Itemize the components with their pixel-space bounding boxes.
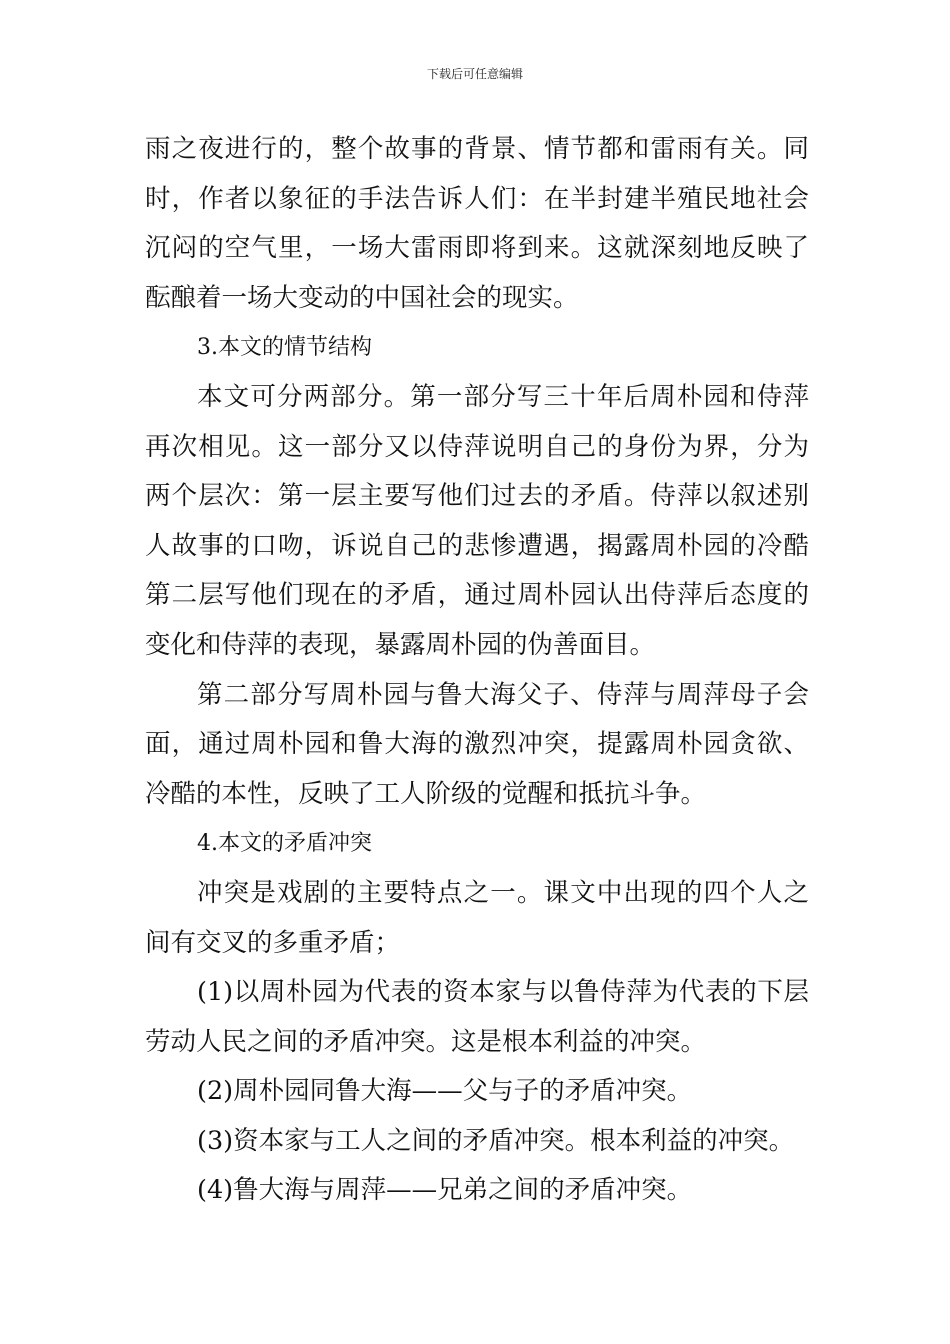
paragraph-line: 本文可分两部分。第一部分写三十年后周朴园和侍萍 [197,381,809,412]
list-item-line: (1)以周朴园为代表的资本家与以鲁侍萍为代表的下层 [197,977,809,1008]
paragraph-line: 间有交叉的多重矛盾； [145,927,401,958]
paragraph-line: 冷酷的本性，反映了工人阶级的觉醒和抵抗斗争。 [145,778,707,809]
section-heading: 4.本文的矛盾冲突 [197,831,372,857]
paragraph-line: 第二部分写周朴园与鲁大海父子、侍萍与周萍母子会 [197,679,809,710]
paragraph-line: 两个层次：第一层主要写他们过去的矛盾。侍萍以叙述别 [145,481,809,512]
list-item-line: (2)周朴园同鲁大海——父与子的矛盾冲突。 [197,1076,693,1107]
paragraph-line: 酝酿着一场大变动的中国社会的现实。 [145,282,579,313]
list-item-line: 劳动人民之间的矛盾冲突。这是根本利益的冲突。 [145,1026,707,1057]
paragraph-line: 再次相见。这一部分又以侍萍说明自己的身份为界，分为 [145,431,809,462]
paragraph-line: 变化和侍萍的表现，暴露周朴园的伪善面目。 [145,629,656,660]
paragraph-line: 冲突是戏剧的主要特点之一。课文中出现的四个人之 [197,877,809,908]
paragraph-line: 第二层写他们现在的矛盾，通过周朴园认出侍萍后态度的 [145,580,809,611]
paragraph-line: 时，作者以象征的手法告诉人们：在半封建半殖民地社会 [145,183,809,214]
document-body [145,125,809,1216]
paragraph-line: 沉闷的空气里，一场大雷雨即将到来。这就深刻地反映了 [145,233,809,264]
section-heading: 3.本文的情节结构 [197,335,372,361]
paragraph-line: 雨之夜进行的，整个故事的背景、情节都和雷雨有关。同 [145,134,809,164]
list-item-line: (3)资本家与工人之间的矛盾冲突。根本利益的冲突。 [197,1125,795,1156]
paragraph-line: 人故事的口吻，诉说自己的悲惨遭遇，揭露周朴园的冷酷 [145,530,809,561]
paragraph-line: 面，通过周朴园和鲁大海的激烈冲突，提露周朴园贪欲、 [145,729,809,760]
list-item-line: (4)鲁大海与周萍——兄弟之间的矛盾冲突。 [197,1175,693,1206]
page-header: 下载后可任意编辑 [426,67,523,81]
